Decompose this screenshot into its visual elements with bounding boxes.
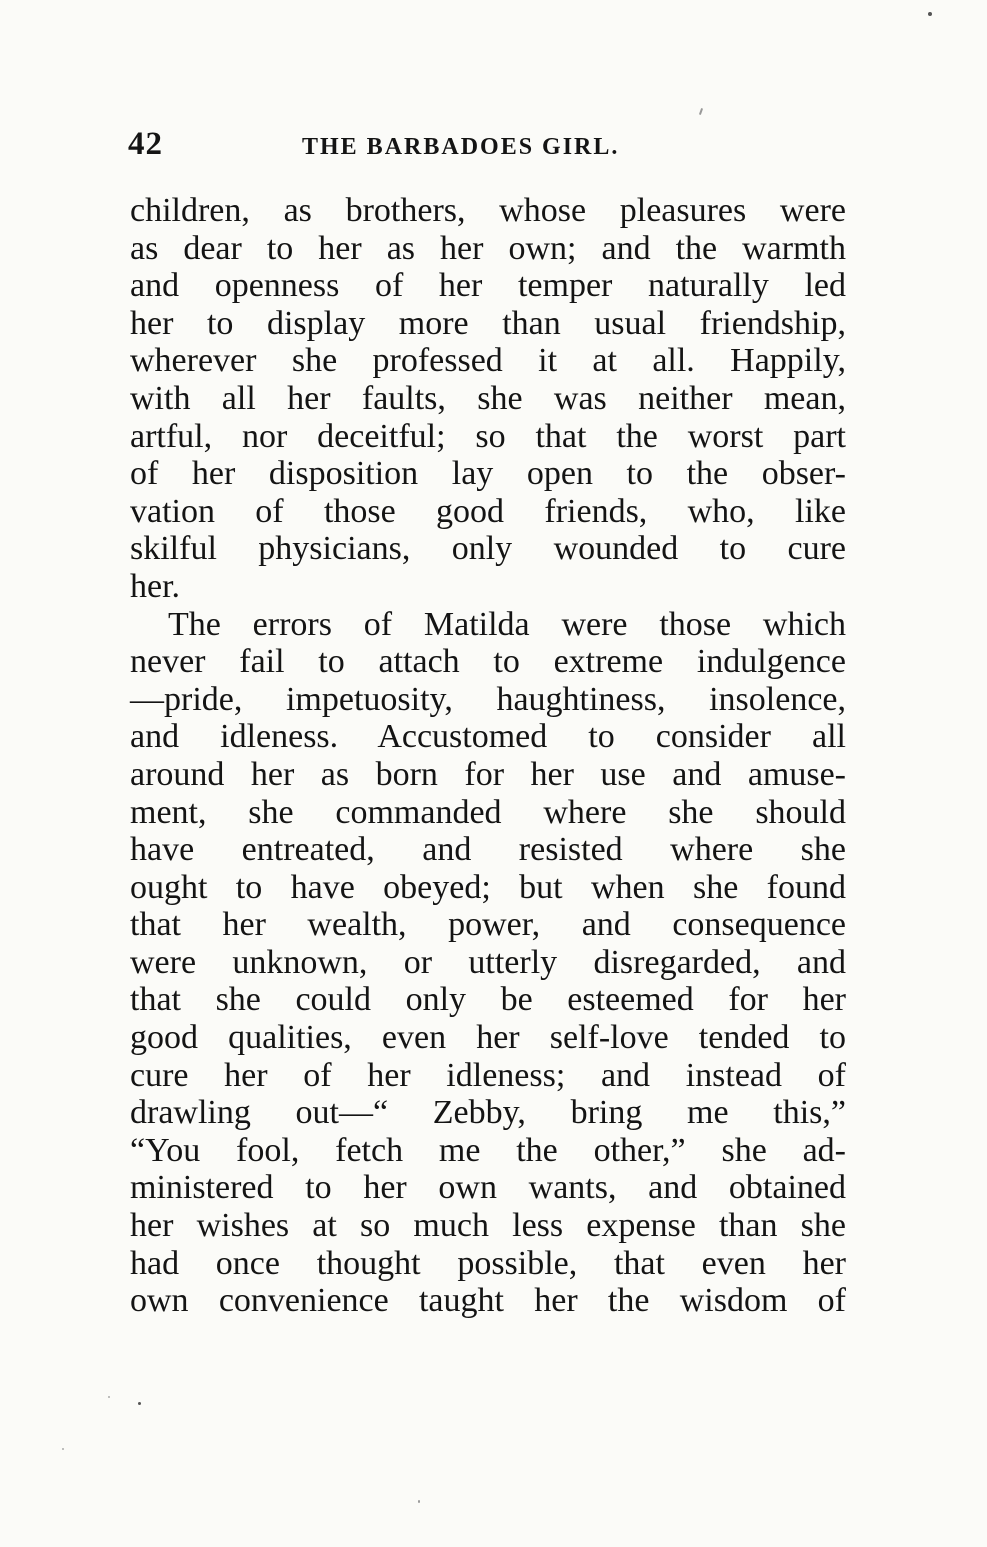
running-title: THE BARBADOES GIRL. [302, 134, 620, 160]
text-line: ment, she commanded where she should [130, 793, 846, 831]
text-line: her to display more than usual friendship, [130, 304, 846, 342]
text-line: cure her of her idleness; and instead of [130, 1056, 846, 1094]
body-text [130, 192, 846, 1320]
scan-speck [108, 1396, 110, 1398]
text-line: ministered to her own wants, and obtained [130, 1169, 846, 1207]
text-line: vation of those good friends, who, like [130, 492, 846, 530]
scan-speck [138, 1402, 141, 1405]
text-line: ought to have obeyed; but when she found [130, 868, 846, 906]
text-line: skilful physicians, only wounded to cure [130, 530, 846, 568]
text-line: have entreated, and resisted where she [130, 831, 846, 869]
text-line: good qualities, even her self-love tended to [130, 1019, 846, 1057]
scan-speck [62, 1448, 64, 1450]
text-line: that she could only be esteemed for her [130, 981, 846, 1019]
text-line: —pride, impetuosity, haughtiness, insolence, [130, 680, 846, 718]
text-line: that her wealth, power, and consequence [130, 906, 846, 944]
text-line: of her disposition lay open to the obser- [130, 455, 846, 493]
paragraph-end-line: her. [130, 567, 181, 605]
text-line: never fail to attach to extreme indulgence [130, 643, 846, 681]
page-number: 42 [128, 126, 163, 162]
text-line: “You fool, fetch me the other,” she ad- [130, 1131, 846, 1169]
text-line: and idleness. Accustomed to consider all [130, 718, 846, 756]
paragraph-start-line: The errors of Matilda were those which [168, 605, 846, 643]
scan-speck [418, 1500, 420, 1503]
text-line: with all her faults, she was neither mean, [130, 379, 846, 417]
text-line: around her as born for her use and amuse- [130, 755, 846, 793]
text-line: own convenience taught her the wisdom of [130, 1282, 846, 1320]
text-line: artful, nor deceitful; so that the worst part [130, 417, 846, 455]
scan-speck [928, 12, 932, 16]
text-line: children, as brothers, whose pleasures were [130, 192, 846, 229]
text-line: drawling out—“ Zebby, bring me this,” [130, 1094, 846, 1132]
text-line: and openness of her temper naturally led [130, 267, 846, 305]
text-line: had once thought possible, that even her [130, 1244, 846, 1282]
text-line: were unknown, or utterly disregarded, and [130, 943, 846, 981]
scan-speck [699, 108, 703, 115]
text-line: as dear to her as her own; and the warmth [130, 229, 846, 267]
text-line: her wishes at so much less expense than she [130, 1207, 846, 1245]
text-line: wherever she professed it at all. Happily, [130, 342, 846, 380]
running-head [128, 126, 848, 166]
